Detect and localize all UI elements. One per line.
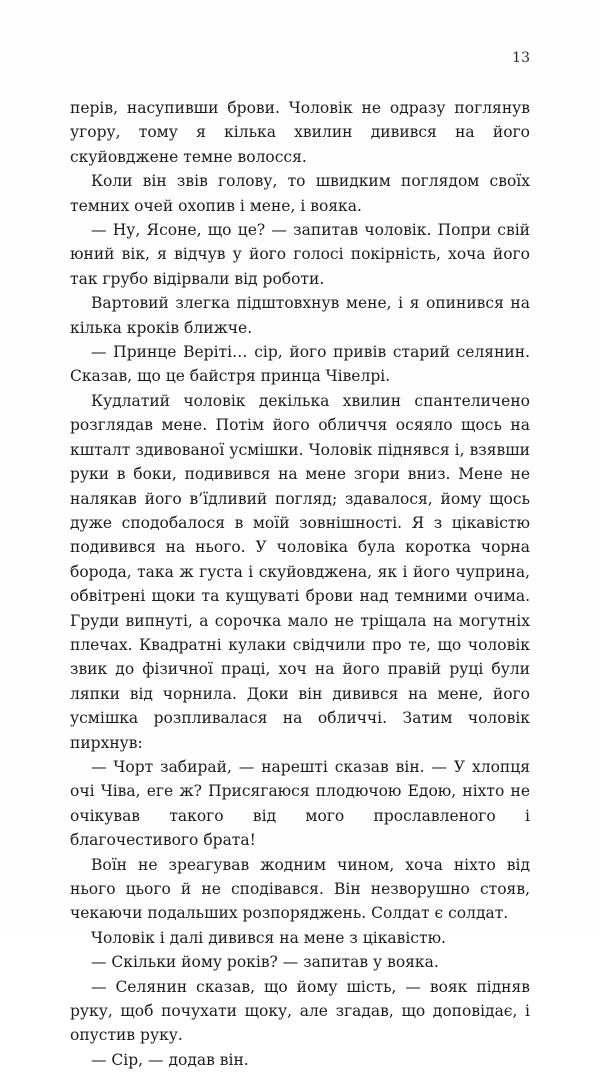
paragraph: — Скільки йому років? — запитав у вояка.	[91, 953, 439, 972]
paragraph: — Чорт забирай, — нарешті сказав він. — У хлопця очі Чіва, еге ж? Присягаюся плодючою Едою, ніхто не очікував такого від мого прославленого і благочестивого брата!	[70, 757, 530, 850]
paragraph: — Сір, — додав він.	[91, 1050, 249, 1069]
paragraph: — Селянин сказав, що йому шість, — вояк підняв руку, щоб почухати щоку, але згадав, що доповідає, і опустив руку.	[70, 977, 530, 1045]
paragraph: Чоловік і далі дивився на мене з цікавістю.	[91, 928, 446, 947]
paragraph: — Ну, Ясоне, що це? — запитав чоловік. Попри свій юний вік, я відчув у його голосі покірність, хоча його так грубо відірвали від роботи.	[70, 221, 530, 288]
paragraph: Воїн не зреагував жодним чином, хоча ніхто від нього цього й не сподівався. Він незворушно стояв, чекаючи подальших розпоряджень. Солдат є солдат.	[70, 855, 530, 923]
body-text	[70, 96, 530, 1072]
page-number: 13	[512, 50, 530, 66]
paragraph: Кудлатий чоловік декілька хвилин спантеличено розглядав мене. Потім його обличчя осяяло щось на кшталт здивованої усмішки. Чоловік піднявся і, взявши руки в боки, подивився на мене згори вниз. Мене не налякав його в’їдливий погляд; здавалося, йому щось дуже сподобалося в моїй зовнішності. Я з цікавістю подивився на нього. У чоловіка була коротка чорна борода, така ж густа і скуйовджена, як і його чуприна, обвітрені щоки та кущуваті брови над темними очима. Груди випнуті, а сорочка мало не тріщала на могутніх плечах. Квадратні кулаки свідчили про те, що чоловік звик до фізичної праці, хоч на його правій руці були ляпки від чорнила. Доки він дивився на мене, його усмішка розпливалася на обличчі. Затим чоловік пирхнув:	[70, 391, 530, 752]
paragraph: Вартовий злегка підштовхнув мене, і я опинився на кілька кроків ближче.	[70, 294, 530, 337]
paragraph: Коли він звів голову, то швидким поглядом своїх темних очей охопив і мене, і вояка.	[70, 172, 530, 215]
paragraph: — Принце Веріті… сір, його привів старий селянин. Сказав, що це байстря принца Чівелрі.	[70, 343, 530, 386]
paragraph: перів, насупивши брови. Чоловік не одразу поглянув угору, тому я кілька хвилин дивився на його скуйовджене темне волосся.	[70, 99, 530, 166]
